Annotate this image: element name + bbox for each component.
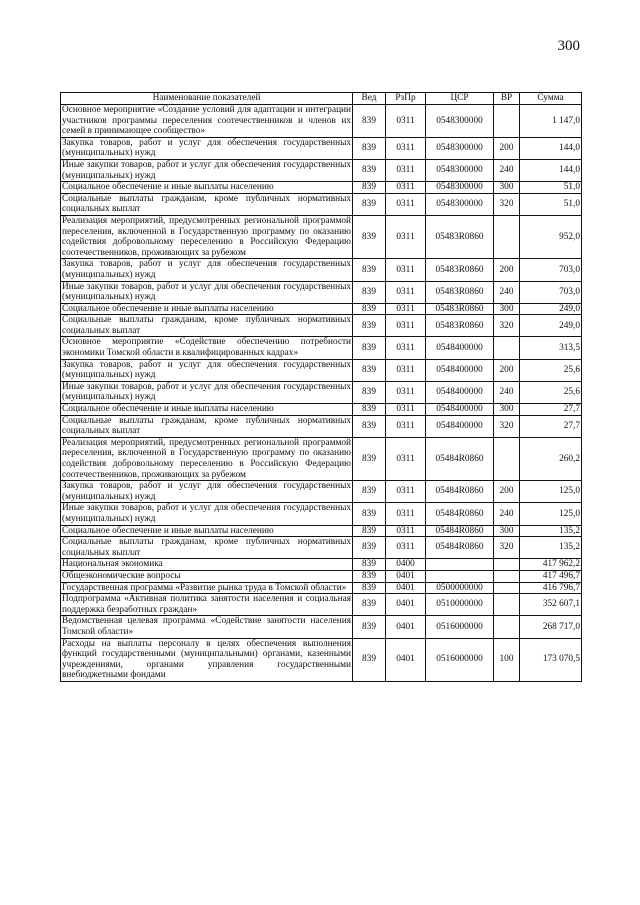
row-sum-cell: 260,2 (520, 437, 582, 480)
row-vr-cell: 320 (494, 315, 520, 337)
row-rzpr-cell: 0311 (386, 193, 426, 215)
row-name-cell: Социальные выплаты гражданам, кроме публичных нормативных социальных выплат (62, 315, 351, 336)
table-row (61, 404, 582, 416)
row-name-cell: Иные закупки товаров, работ и услуг для обеспечения государственных (муниципальных) нужд (62, 159, 351, 181)
column-header-sum: Сумма (520, 93, 582, 105)
row-vr-cell: 100 (494, 638, 520, 681)
row-rzpr-cell: 0311 (386, 537, 426, 559)
row-vr-cell (494, 215, 520, 258)
table-row (61, 315, 582, 337)
row-sum-cell: 1 147,0 (520, 105, 582, 138)
row-ved-cell: 839 (353, 215, 386, 258)
table-row (61, 215, 582, 258)
row-name-cell: Подпрограмма «Активная политика занятости населения и социальная поддержка безработных граждан» (62, 594, 351, 615)
row-ved-cell: 839 (353, 137, 386, 159)
row-rzpr-cell: 0401 (386, 570, 426, 582)
row-ved-cell: 839 (353, 594, 386, 616)
row-name-cell: Закупка товаров, работ и услуг для обеспечения государственных (муниципальных) нужд (62, 137, 351, 159)
row-vr-cell: 300 (494, 303, 520, 315)
row-ved-cell: 839 (353, 159, 386, 181)
row-name-cell: Социальное обеспечение и иные выплаты населению (61, 182, 353, 194)
row-name-cell: Иные закупки товаров, работ и услуг для обеспечения государственных (муниципальных) нужд (62, 503, 351, 524)
row-csr-cell: 0548300000 (426, 105, 494, 138)
row-vr-cell (494, 559, 520, 571)
row-vr-cell: 200 (494, 481, 520, 503)
row-sum-cell: 144,0 (520, 137, 582, 159)
row-vr-cell (494, 437, 520, 480)
column-header-csr: ЦСР (426, 93, 494, 105)
row-vr-cell: 320 (494, 193, 520, 215)
row-rzpr-cell: 0311 (386, 315, 426, 337)
row-rzpr-cell: 0400 (386, 559, 426, 571)
row-csr-cell: 05484R0860 (426, 437, 494, 480)
table-row (61, 503, 582, 525)
row-rzpr-cell: 0311 (386, 437, 426, 480)
row-rzpr-cell: 0311 (386, 415, 426, 437)
row-sum-cell: 27,7 (520, 404, 582, 416)
column-header-vr: ВР (494, 93, 520, 105)
row-csr-cell: 0516000000 (426, 638, 494, 681)
row-sum-cell: 249,0 (520, 315, 582, 337)
row-vr-cell: 300 (494, 525, 520, 537)
row-sum-cell: 268 717,0 (520, 616, 582, 638)
row-sum-cell: 25,6 (520, 381, 582, 403)
row-csr-cell: 05483R0860 (426, 259, 494, 281)
row-ved-cell: 839 (353, 570, 386, 582)
row-sum-cell: 135,2 (520, 525, 582, 537)
table-row (61, 359, 582, 381)
row-sum-cell: 952,0 (520, 215, 582, 258)
row-ved-cell: 839 (353, 559, 386, 571)
row-csr-cell: 05484R0860 (426, 503, 494, 525)
row-csr-cell: 0548300000 (426, 193, 494, 215)
row-rzpr-cell: 0311 (386, 137, 426, 159)
row-rzpr-cell: 0311 (386, 525, 426, 537)
row-rzpr-cell: 0311 (386, 404, 426, 416)
row-rzpr-cell: 0311 (386, 503, 426, 525)
row-vr-cell (494, 570, 520, 582)
row-ved-cell: 839 (353, 281, 386, 303)
row-vr-cell: 300 (494, 182, 520, 194)
row-csr-cell: 0548300000 (426, 137, 494, 159)
row-vr-cell: 240 (494, 381, 520, 403)
row-ved-cell: 839 (353, 193, 386, 215)
table-row (61, 381, 582, 403)
row-csr-cell: 0548300000 (426, 182, 494, 194)
row-csr-cell: 05483R0860 (426, 315, 494, 337)
row-csr-cell: 05484R0860 (426, 525, 494, 537)
table-row (61, 525, 582, 537)
row-vr-cell: 240 (494, 503, 520, 525)
table-row (61, 537, 582, 559)
row-name-cell: Государственная программа «Развитие рынка труда в Томской области» (61, 582, 353, 594)
row-csr-cell: 05483R0860 (426, 303, 494, 315)
row-ved-cell: 839 (353, 182, 386, 194)
row-ved-cell: 839 (353, 381, 386, 403)
table-row (61, 303, 582, 315)
row-name-cell: Социальное обеспечение и иные выплаты населению (61, 303, 353, 315)
table-row (61, 559, 582, 571)
row-name-cell: Закупка товаров, работ и услуг для обеспечения государственных (муниципальных) нужд (62, 359, 351, 381)
row-csr-cell: 0548400000 (426, 359, 494, 381)
row-ved-cell: 839 (353, 315, 386, 337)
row-ved-cell: 839 (353, 415, 386, 437)
row-vr-cell: 200 (494, 359, 520, 381)
row-ved-cell: 839 (353, 525, 386, 537)
row-vr-cell (494, 582, 520, 594)
row-sum-cell: 27,7 (520, 415, 582, 437)
row-csr-cell: 0548400000 (426, 381, 494, 403)
row-ved-cell: 839 (353, 537, 386, 559)
row-rzpr-cell: 0311 (386, 159, 426, 181)
row-name-cell: Общеэкономические вопросы (61, 570, 353, 582)
row-vr-cell: 200 (494, 259, 520, 281)
row-sum-cell: 249,0 (520, 303, 582, 315)
table-row (61, 570, 582, 582)
row-vr-cell (494, 594, 520, 616)
row-csr-cell (426, 570, 494, 582)
row-name-cell: Реализация мероприятий, предусмотренных региональной программой переселения, включенной в Государственную программу по оказанию содействия добровольному переселению в Российскую Федерацию соотечественников, проживающих за рубежом (62, 215, 351, 258)
table-row (61, 259, 582, 281)
table-row (61, 594, 582, 616)
row-sum-cell: 417 496,7 (520, 570, 582, 582)
table-row (61, 159, 582, 181)
row-name-cell: Ведомственная целевая программа «Содействие занятости населения Томской области» (62, 616, 351, 637)
row-name-cell: Социальное обеспечение и иные выплаты населению (61, 404, 353, 416)
row-name-cell: Закупка товаров, работ и услуг для обеспечения государственных (муниципальных) нужд (62, 259, 351, 280)
row-sum-cell: 352 607,1 (520, 594, 582, 616)
row-ved-cell: 839 (353, 404, 386, 416)
row-rzpr-cell: 0311 (386, 105, 426, 138)
row-rzpr-cell: 0311 (386, 337, 426, 359)
row-csr-cell: 05483R0860 (426, 215, 494, 258)
row-name-cell: Иные закупки товаров, работ и услуг для обеспечения государственных (муниципальных) нужд (62, 381, 351, 403)
row-rzpr-cell: 0311 (386, 215, 426, 258)
table-header-row (61, 93, 582, 105)
table-row (61, 481, 582, 503)
table-row (61, 193, 582, 215)
row-ved-cell: 839 (353, 616, 386, 638)
row-name-cell: Социальные выплаты гражданам, кроме публичных нормативных социальных выплат (62, 415, 351, 437)
table-row (61, 582, 582, 594)
row-vr-cell (494, 105, 520, 138)
row-csr-cell: 05484R0860 (426, 537, 494, 559)
row-sum-cell: 703,0 (520, 259, 582, 281)
row-csr-cell: 0548400000 (426, 415, 494, 437)
row-ved-cell: 839 (353, 582, 386, 594)
budget-table (60, 92, 582, 682)
row-rzpr-cell: 0401 (386, 582, 426, 594)
table-row (61, 638, 582, 681)
row-name-cell: Основное мероприятие «Содействие обеспечению потребности экономики Томской области в квалифицированных кадрах» (62, 337, 351, 359)
row-sum-cell: 51,0 (520, 193, 582, 215)
row-ved-cell: 839 (353, 481, 386, 503)
row-name-cell: Национальная экономика (61, 559, 353, 571)
row-rzpr-cell: 0401 (386, 616, 426, 638)
row-vr-cell (494, 337, 520, 359)
row-rzpr-cell: 0311 (386, 281, 426, 303)
row-csr-cell: 0510000000 (426, 594, 494, 616)
row-sum-cell: 25,6 (520, 359, 582, 381)
row-sum-cell: 125,0 (520, 503, 582, 525)
table-row (61, 415, 582, 437)
row-ved-cell: 839 (353, 303, 386, 315)
row-sum-cell: 416 796,7 (520, 582, 582, 594)
table-row (61, 105, 582, 138)
row-sum-cell: 135,2 (520, 537, 582, 559)
row-ved-cell: 839 (353, 638, 386, 681)
row-name-cell: Расходы на выплаты персоналу в целях обеспечения выполнения функций государственными (муниципальными) органами, казенными учреждениями, органами управления государственными внебюджетными фондами (62, 638, 351, 681)
row-csr-cell: 0548400000 (426, 337, 494, 359)
table-row (61, 337, 582, 359)
row-sum-cell: 313,5 (520, 337, 582, 359)
row-vr-cell: 300 (494, 404, 520, 416)
row-name-cell: Социальные выплаты гражданам, кроме публичных нормативных социальных выплат (62, 537, 351, 558)
row-vr-cell: 200 (494, 137, 520, 159)
row-csr-cell: 0516000000 (426, 616, 494, 638)
row-name-cell: Закупка товаров, работ и услуг для обеспечения государственных (муниципальных) нужд (62, 481, 351, 502)
row-vr-cell: 320 (494, 537, 520, 559)
row-csr-cell: 05483R0860 (426, 281, 494, 303)
row-name-cell: Социальное обеспечение и иные выплаты населению (61, 525, 353, 537)
row-rzpr-cell: 0401 (386, 594, 426, 616)
row-vr-cell: 320 (494, 415, 520, 437)
row-rzpr-cell: 0311 (386, 303, 426, 315)
row-sum-cell: 703,0 (520, 281, 582, 303)
row-name-cell: Основное мероприятие «Создание условий для адаптации и интеграции участников программы переселения соотечественников и членов их семей в принимающее сообщество» (62, 105, 351, 137)
row-sum-cell: 125,0 (520, 481, 582, 503)
column-header-ved: Вед (353, 93, 386, 105)
row-rzpr-cell: 0311 (386, 259, 426, 281)
row-csr-cell: 0548300000 (426, 159, 494, 181)
row-name-cell: Иные закупки товаров, работ и услуг для обеспечения государственных (муниципальных) нужд (62, 281, 351, 303)
row-ved-cell: 839 (353, 259, 386, 281)
row-csr-cell: 0548400000 (426, 404, 494, 416)
row-vr-cell: 240 (494, 281, 520, 303)
row-rzpr-cell: 0311 (386, 481, 426, 503)
row-csr-cell: 05484R0860 (426, 481, 494, 503)
row-csr-cell (426, 559, 494, 571)
row-ved-cell: 839 (353, 503, 386, 525)
row-rzpr-cell: 0401 (386, 638, 426, 681)
row-ved-cell: 839 (353, 105, 386, 138)
table-row (61, 437, 582, 480)
row-rzpr-cell: 0311 (386, 182, 426, 194)
column-header-rzpr: РзПр (386, 93, 426, 105)
row-sum-cell: 51,0 (520, 182, 582, 194)
row-rzpr-cell: 0311 (386, 381, 426, 403)
table-row (61, 616, 582, 638)
table-row (61, 137, 582, 159)
page-number: 300 (557, 38, 580, 54)
row-csr-cell: 0500000000 (426, 582, 494, 594)
row-vr-cell (494, 616, 520, 638)
row-sum-cell: 417 962,2 (520, 559, 582, 571)
row-sum-cell: 173 070,5 (520, 638, 582, 681)
row-rzpr-cell: 0311 (386, 359, 426, 381)
row-sum-cell: 144,0 (520, 159, 582, 181)
table-row (61, 281, 582, 303)
table-row (61, 182, 582, 194)
row-ved-cell: 839 (353, 359, 386, 381)
row-name-cell: Реализация мероприятий, предусмотренных региональной программой переселения, включенной в Государственную программу по оказанию содействия добровольному переселению в Российскую Федерацию соотечественников, проживающих за рубежом (62, 437, 351, 480)
row-vr-cell: 240 (494, 159, 520, 181)
row-ved-cell: 839 (353, 337, 386, 359)
column-header-name: Наименование показателей (61, 93, 353, 105)
row-name-cell: Социальные выплаты гражданам, кроме публичных нормативных социальных выплат (62, 193, 351, 215)
row-ved-cell: 839 (353, 437, 386, 480)
